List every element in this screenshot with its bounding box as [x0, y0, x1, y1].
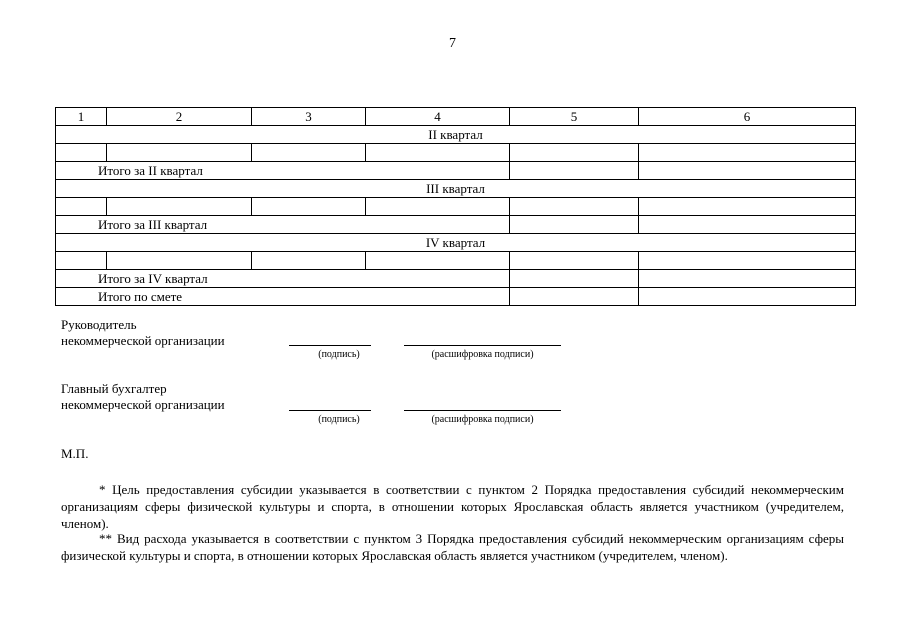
table-cell — [510, 288, 639, 306]
grand-total-label: Итого по смете — [56, 288, 510, 306]
quarter-heading: III квартал — [56, 180, 856, 198]
accountant-title: Главный бухгалтер — [61, 381, 167, 396]
director-name-line — [404, 345, 561, 346]
table-cell — [366, 198, 510, 216]
table-row — [56, 252, 856, 270]
table-cell — [56, 198, 107, 216]
table-cell — [56, 252, 107, 270]
total-row — [56, 216, 856, 234]
table-cell — [107, 252, 252, 270]
table-cell — [252, 144, 366, 162]
table-cell — [639, 198, 856, 216]
table-row — [56, 198, 856, 216]
table-cell — [639, 216, 856, 234]
table-cell — [107, 198, 252, 216]
accountant-name-hint: (расшифровка подписи) — [431, 414, 534, 425]
table-cell — [252, 252, 366, 270]
total-row — [56, 162, 856, 180]
grand-total-row — [56, 288, 856, 306]
director-title: Руководитель — [61, 317, 137, 332]
table-cell — [107, 144, 252, 162]
director-name-hint: (расшифровка подписи) — [431, 349, 534, 360]
total-row — [56, 270, 856, 288]
section-row — [56, 180, 856, 198]
table-cell — [252, 198, 366, 216]
table-cell — [366, 144, 510, 162]
column-header: 4 — [366, 108, 510, 126]
total-label: Итого за III квартал — [56, 216, 510, 234]
column-header: 2 — [107, 108, 252, 126]
footnote-expense-type: ** Вид расхода указывается в соответствии с пунктом 3 Порядка предоставления субсидий некоммерческим организациям сферы физической культуры и спорта, в отношении которых Ярославская область является участником (учредителем, членом). — [61, 531, 844, 563]
section-row — [56, 126, 856, 144]
column-header: 5 — [510, 108, 639, 126]
footnote-goal: * Цель предоставления субсидии указывается в соответствии с пунктом 2 Порядка предоставления субсидий некоммерческим организациям сферы физической культуры и спорта, в отношении которых Ярославская область является участником (учредителем, членом). — [61, 482, 844, 531]
column-header: 3 — [252, 108, 366, 126]
table-cell — [639, 144, 856, 162]
table-cell — [510, 162, 639, 180]
director-organization: некоммерческой организации — [61, 333, 225, 348]
table-cell — [639, 252, 856, 270]
table-cell — [639, 288, 856, 306]
stamp-placeholder: М.П. — [61, 446, 89, 461]
table-cell — [510, 144, 639, 162]
table-row — [56, 144, 856, 162]
estimate-table — [55, 107, 856, 306]
table-header-row — [56, 108, 856, 126]
director-signature-hint: (подпись) — [318, 349, 360, 360]
director-signature-line — [289, 345, 371, 346]
page-number: 7 — [449, 36, 456, 51]
table-cell — [510, 198, 639, 216]
accountant-signature-line — [289, 410, 371, 411]
table-cell — [510, 216, 639, 234]
table-cell — [56, 144, 107, 162]
table-cell — [639, 162, 856, 180]
total-label: Итого за IV квартал — [56, 270, 510, 288]
table-cell — [639, 270, 856, 288]
quarter-heading: II квартал — [56, 126, 856, 144]
quarter-heading: IV квартал — [56, 234, 856, 252]
accountant-signature-hint: (подпись) — [318, 414, 360, 425]
column-header: 1 — [56, 108, 107, 126]
table-cell — [366, 252, 510, 270]
table-cell — [510, 252, 639, 270]
section-row — [56, 234, 856, 252]
accountant-organization: некоммерческой организации — [61, 397, 225, 412]
column-header: 6 — [639, 108, 856, 126]
total-label: Итого за II квартал — [56, 162, 510, 180]
accountant-name-line — [404, 410, 561, 411]
table-cell — [510, 270, 639, 288]
